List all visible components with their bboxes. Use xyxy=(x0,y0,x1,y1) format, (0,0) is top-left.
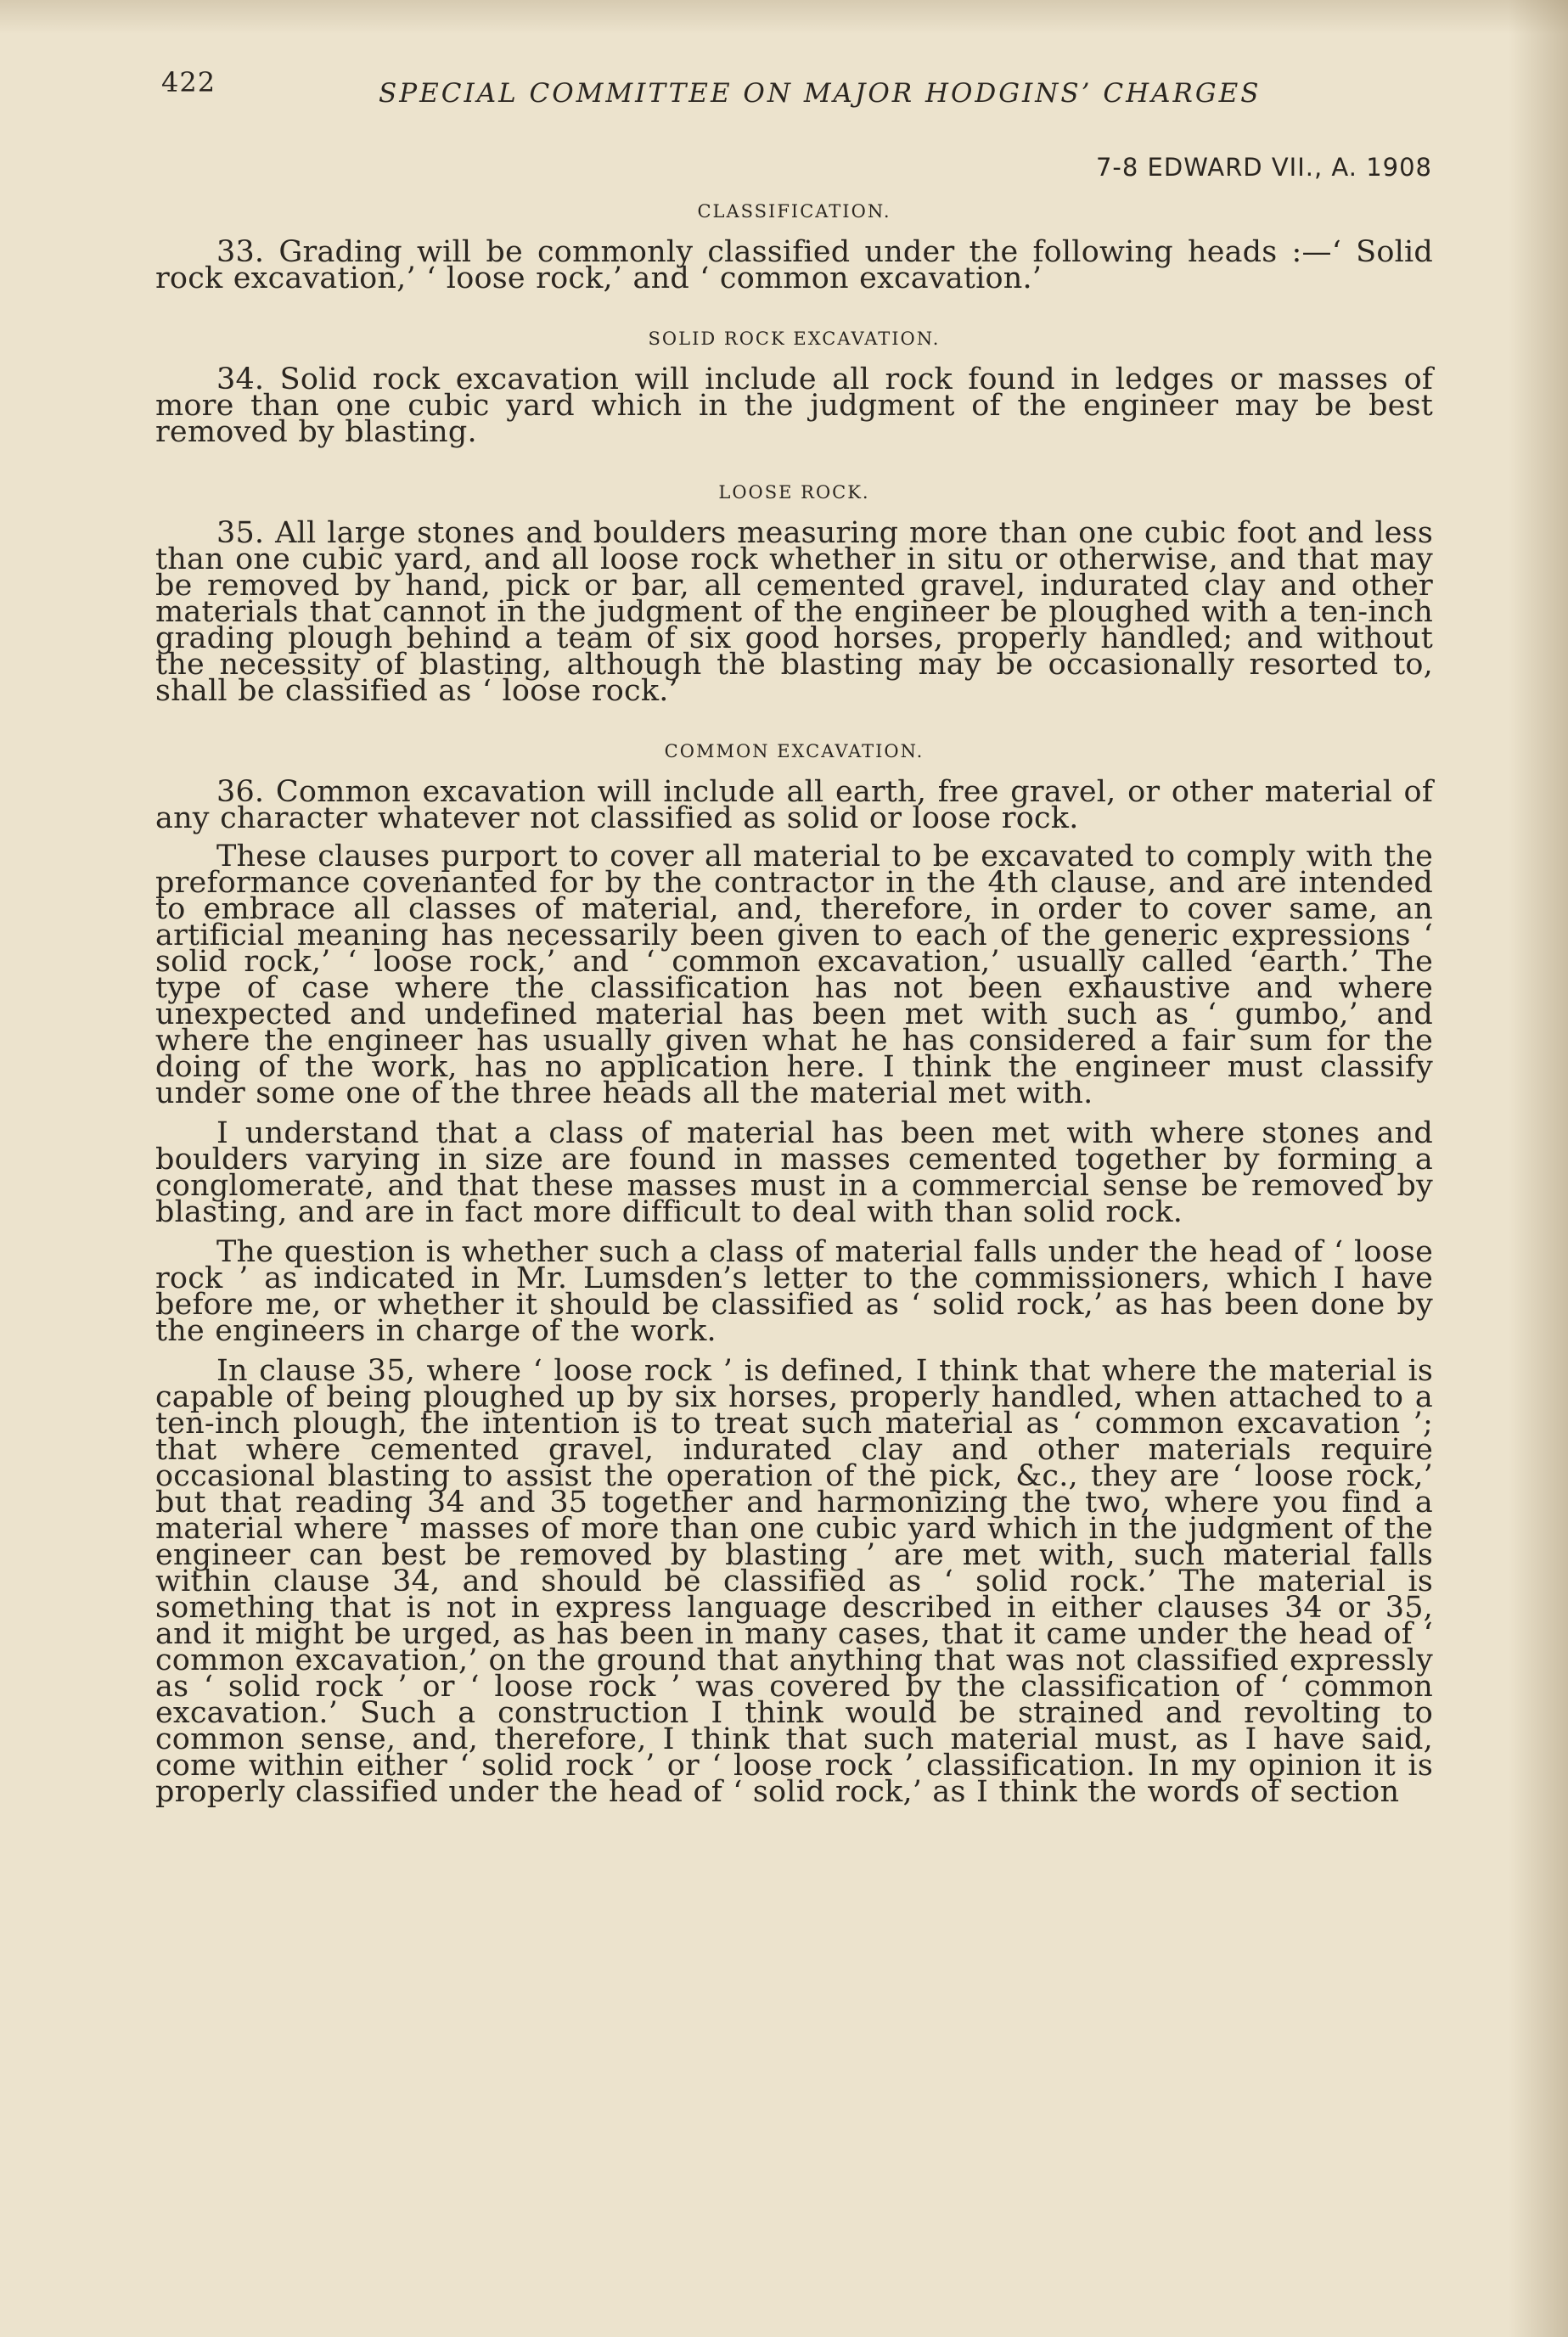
section-heading: SOLID ROCK EXCAVATION. xyxy=(648,329,941,349)
page-number: 422 xyxy=(161,66,216,98)
section-classification xyxy=(155,199,1433,295)
section-common-excavation xyxy=(155,739,1433,1809)
page-edge-shadow-top xyxy=(0,0,1568,34)
running-head: SPECIAL COMMITTEE ON MAJOR HODGINS’ CHARGES xyxy=(379,78,1262,109)
paragraph-clauses-purport: These clauses purport to cover all material to be excavated to comply with the preformance covenanted for by the contractor in the 4th clause, and are intended to embrace all classes of material, and, therefore, in order to cover same, an artificial meaning has necessarily been given to each of the generic expressions ‘ solid rock,’ ‘ loose rock,’ and ‘ common excavation,’ usually called ‘earth.’ The type of case where the classification has not been exhaustive and where unexpected and undefined material has been met with such as ‘ gumbo,’ and where the engineer has usually given what he has considered a fair sum for the doing of the work, has no application here. I think the engineer must classify under some one of the three heads all the material met with. xyxy=(155,840,1433,1110)
paragraph-question: The question is whether such a class of material falls under the head of ‘ loose rock ’ as indicated in Mr. Lumsden’s letter to the commissioners, which I have before me, or whether it should be classified as ‘ solid rock,’ as has been done by the engineers in charge of the work. xyxy=(155,1235,1433,1348)
section-heading: CLASSIFICATION. xyxy=(697,201,891,222)
paragraph-33: 33. Grading will be commonly classified under the following heads :—‘ Solid rock excavation,’ ‘ loose rock,’ and ‘ common excavation.’ xyxy=(155,235,1433,295)
section-heading: LOOSE ROCK. xyxy=(718,482,870,503)
paragraph-conglomerate: I understand that a class of material has been met with where stones and boulders varying in size are found in masses cemented together by forming a conglomerate, and that these masses must in a commercial sense be removed by blasting, and are in fact more difficult to deal with than solid rock. xyxy=(155,1116,1433,1229)
paragraph-34: 34. Solid rock excavation will include all rock found in ledges or masses of more than one cubic yard which in the judgment of the engineer may be best removed by blasting. xyxy=(155,362,1433,449)
paragraph-36: 36. Common excavation will include all earth, free gravel, or other material of any character whatever not classified as solid or loose rock. xyxy=(155,775,1433,835)
section-heading: COMMON EXCAVATION. xyxy=(664,741,925,761)
document-body xyxy=(155,194,1433,1819)
paragraph-35: 35. All large stones and boulders measuring more than one cubic foot and less than one cubic yard, and all loose rock whether in situ or otherwise, and that may be removed by hand, pick or bar, all cemented gravel, indurated clay and other materials that cannot in the judgment of the engineer be ploughed with a ten-inch grading plough behind a team of six good horses, properly handled; and without the necessity of blasting, although the blasting may be occasionally resorted to, shall be classified as ‘ loose rock.’ xyxy=(155,516,1433,708)
paragraph-clause-35: In clause 35, where ‘ loose rock ’ is defined, I think that where the material is capable of being ploughed up by six horses, properly handled, when attached to a ten-inch plough, the intention is to treat such material as ‘ common excavation ’; that where cemented gravel, indurated clay and other materials require occasional blasting to assist the operation of the pick, &c., they are ‘ loose rock,’ but that reading 34 and 35 together and harmonizing the two, where you find a material where ‘ masses of more than one cubic yard which in the judgment of the engineer can best be removed by blasting ’ are met with, such material falls within clause 34, and should be classified as ‘ solid rock.’ The material is something that is not in express language described in either clauses 34 or 35, and it might be urged, as has been in many cases, that it came under the head of ‘ common excavation,’ on the ground that anything that was not classified expressly as ‘ solid rock ’ or ‘ loose rock ’ was covered by the classification of ‘ common excavation.’ Such a construction I think would be strained and revolting to common sense, and, therefore, I think that such material must, as I have said, come within either ‘ solid rock ’ or ‘ loose rock ’ classification. In my opinion it is properly classified under the head of ‘ solid rock,’ as I think the words of section xyxy=(155,1354,1433,1809)
page-edge-shadow-right xyxy=(1509,0,1568,2337)
session-label: 7-8 EDWARD VII., A. 1908 xyxy=(1095,153,1432,182)
section-solid-rock-excavation xyxy=(155,326,1433,449)
section-loose-rock xyxy=(155,480,1433,708)
